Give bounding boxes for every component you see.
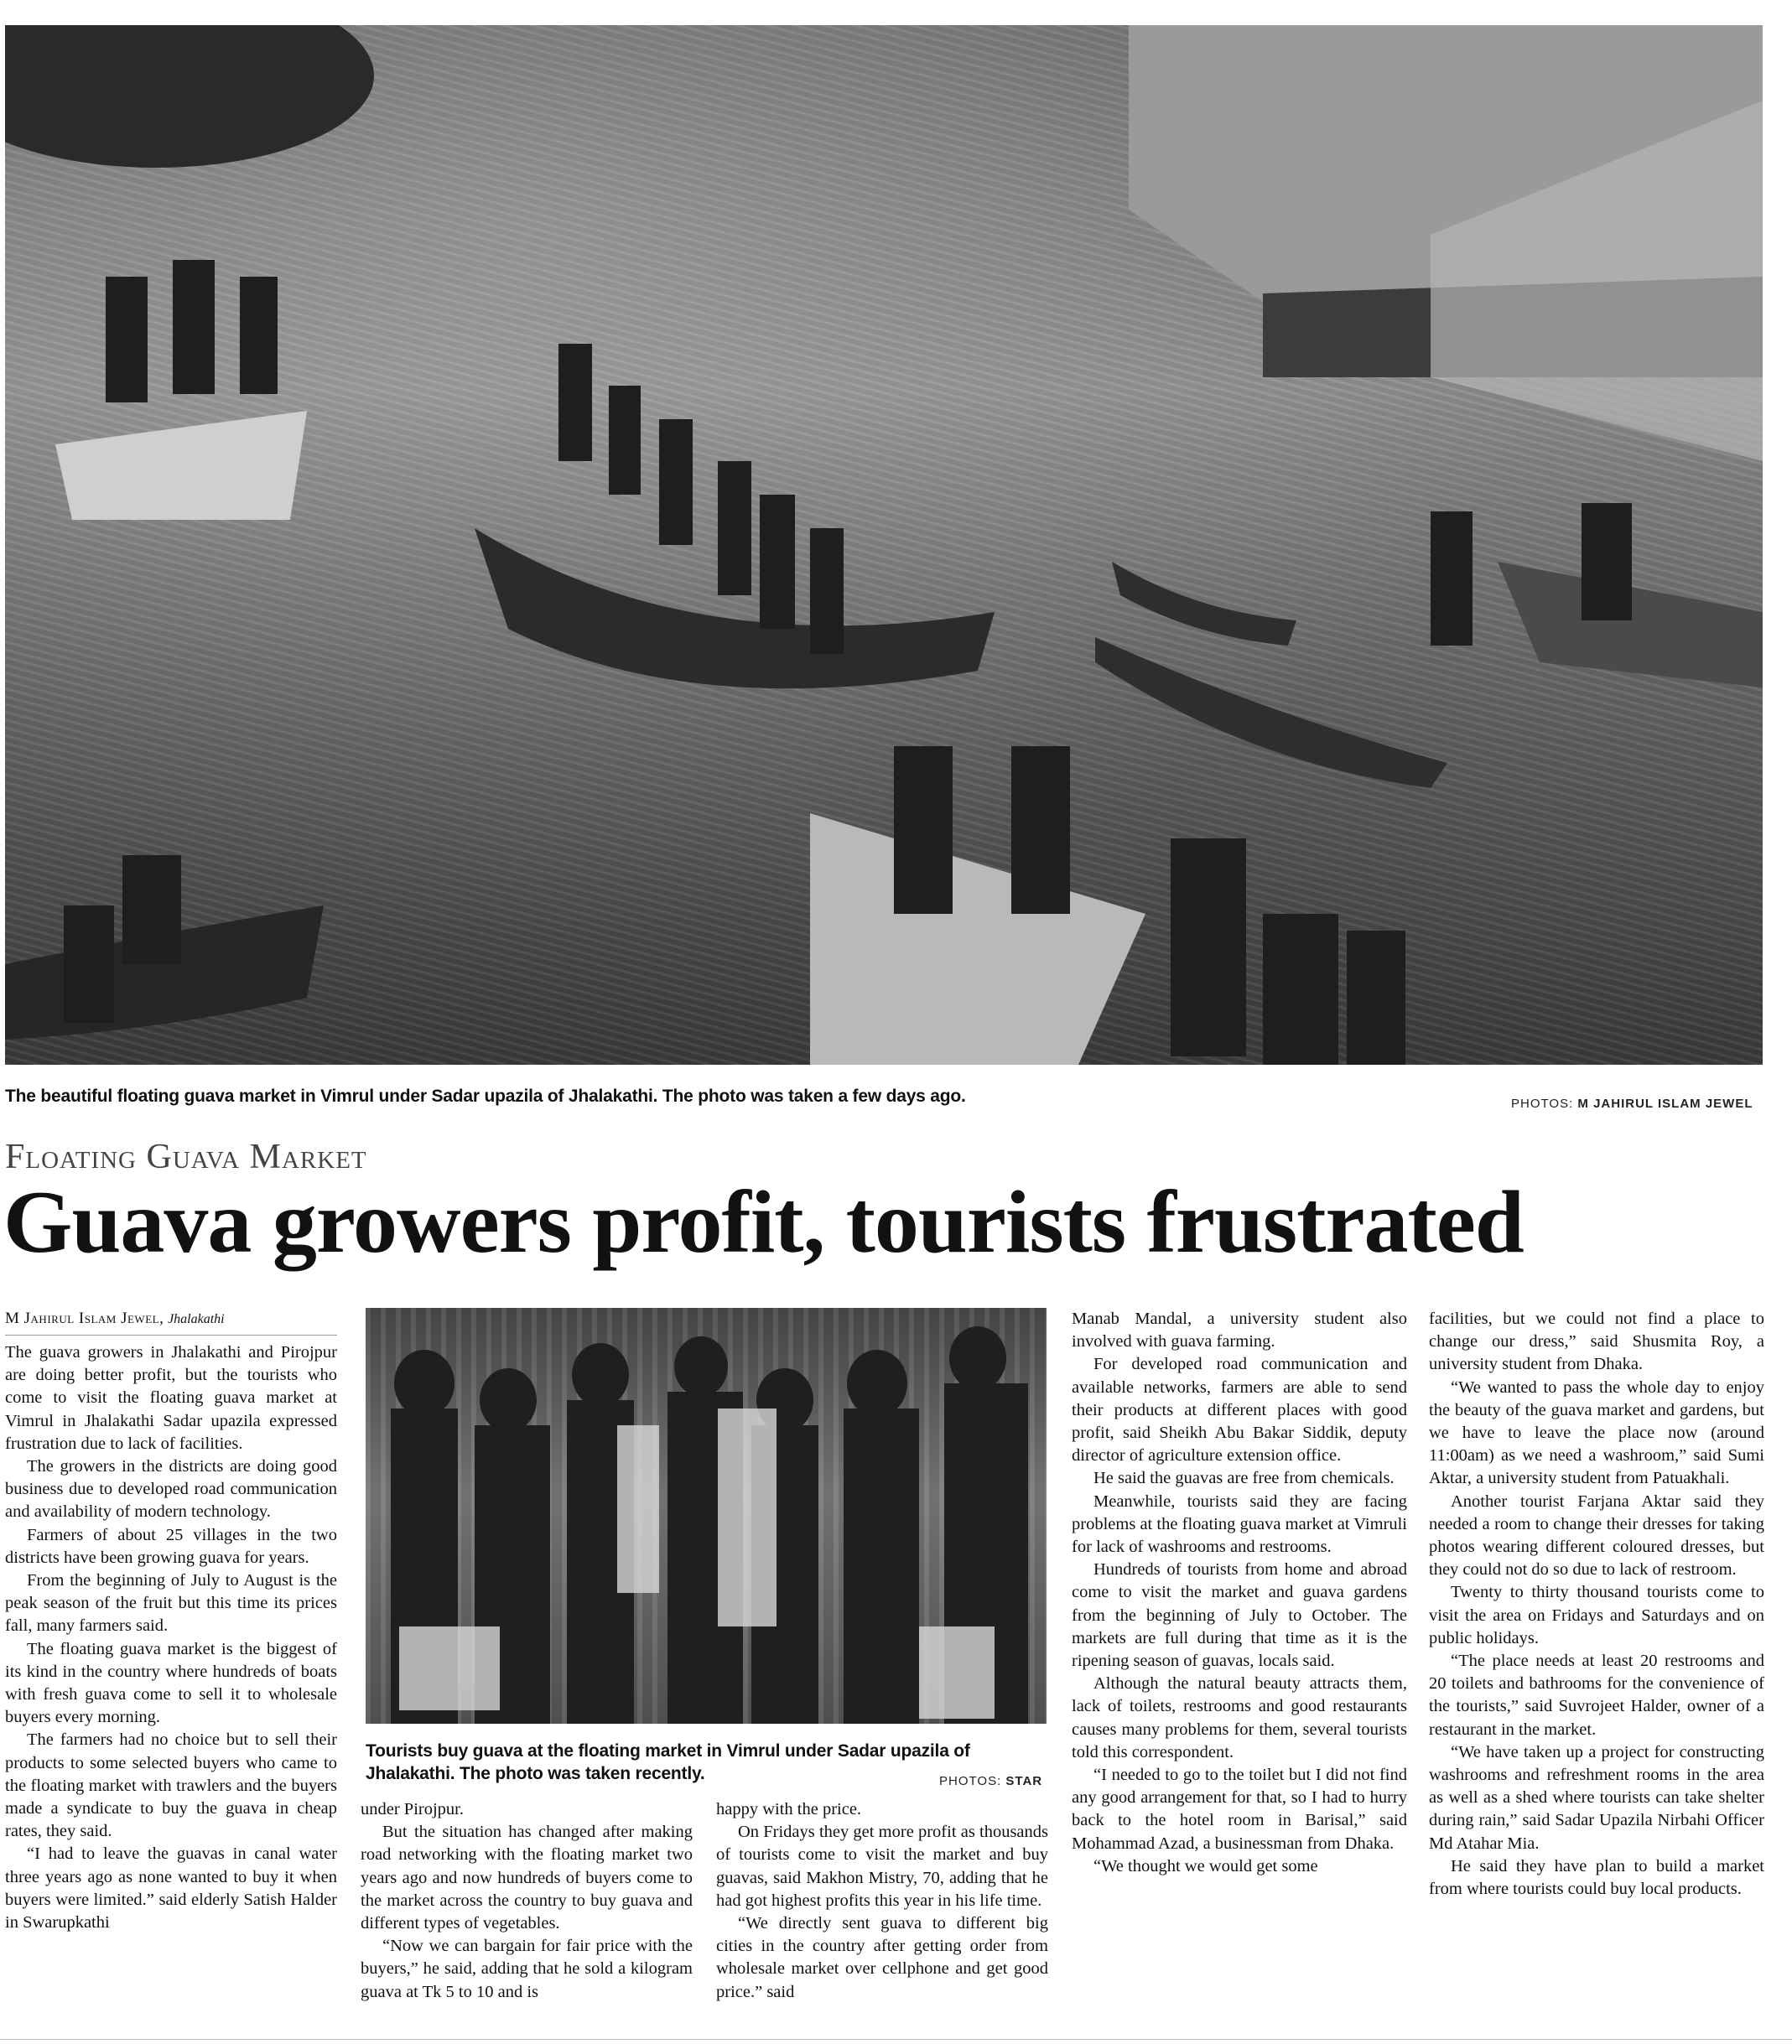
paragraph: “The place needs at least 20 restrooms and 20 toilets and bathrooms for the convenience of the tourists,” said Suvrojeet Halder, owner of a restaurant in the market. <box>1429 1652 1764 1739</box>
paragraph: Another tourist Farjana Aktar said they needed a room to change their dresses for taking photos wearing different coloured dresses, but they could not do so due to lack of restroom. <box>1429 1491 1764 1580</box>
paragraph: Although the natural beauty attracts them, lack of toilets, restrooms and good restaurants causes many problems for them, several tourists told this correspondent. <box>1072 1674 1407 1761</box>
byline-author: M Jahirul Islam Jewel, <box>5 1310 164 1327</box>
credit-name: STAR <box>1005 1774 1043 1788</box>
paragraph: Meanwhile, tourists said they are facing problems at the floating guava market at Vimruli for lack of washrooms and restrooms. <box>1072 1491 1407 1557</box>
credit-prefix: PHOTOS: <box>1511 1097 1574 1111</box>
top-photo-caption: The beautiful floating guava market in Vimrul under Sadar upazila of Jhalakathi. The photo was taken a few days ago. <box>5 1087 966 1106</box>
paragraph: Farmers of about 25 villages in the two districts have been growing guava for years. <box>5 1525 337 1567</box>
paragraph: The floating guava market is the biggest of its kind in the country where hundreds of boats with fresh guava come to sell it to wholesale buyers every morning. <box>5 1639 337 1727</box>
article-column-4 <box>1072 1308 1407 1878</box>
paragraph: “We have taken up a project for constructing washrooms and refreshment rooms in the area as well as a shed where tourists can take shelter during rain,” said Sadar Upazila Nirbahi Officer Md Atahar Mia. <box>1429 1742 1764 1853</box>
article-column-5 <box>1429 1308 1764 1901</box>
paragraph: “We directly sent guava to different big cities in the country after getting order from wholesale market over cellphone and get good price.” said <box>716 1914 1048 2001</box>
paragraph: Twenty to thirty thousand tourists come to visit the area on Fridays and Saturdays and on public holidays. <box>1429 1583 1764 1647</box>
paragraph: “I had to leave the guavas in canal water three years ago as none wanted to buy it when buyers were limited.” said elderly Satish Halder in Swarupkathi <box>5 1844 337 1932</box>
article-column-1 <box>5 1341 337 1934</box>
paragraph: He said the guavas are free from chemicals. <box>1093 1469 1395 1488</box>
article-column-3 <box>716 1798 1048 2004</box>
photo-illustration <box>366 1308 1047 1724</box>
paragraph: The farmers had no choice but to sell their products to some selected buyers who came to the floating market with trawlers and the buyers made a syndicate to buy the guava in cheap rates, they said. <box>5 1730 337 1841</box>
paragraph: From the beginning of July to August is the peak season of the fruit but this time its prices fall, many farmers said. <box>5 1571 337 1636</box>
paragraph: “We wanted to pass the whole day to enjoy the beauty of the guava market and gardens, but we have to leave the place now (around 11:00am) as we need a washroom,” said Sumi Aktar, a university student from Patuakhali. <box>1429 1377 1764 1488</box>
paragraph: under Pirojpur. <box>361 1800 464 1818</box>
paragraph: On Fridays they get more profit as thousands of tourists come to visit the market and buy guavas, said Makhon Mistry, 70, adding that he had got highest profits this year in his life time. <box>716 1823 1048 1910</box>
paragraph: happy with the price. <box>716 1800 862 1818</box>
byline-rule <box>5 1335 337 1336</box>
mid-photo-credit <box>939 1774 1042 1788</box>
top-photo-credit <box>1511 1097 1753 1111</box>
credit-name: M JAHIRUL ISLAM JEWEL <box>1577 1097 1753 1111</box>
paragraph: facilities, but we could not find a place to change our dress,” said Shusmita Roy, a university student from Dhaka. <box>1429 1310 1764 1374</box>
paragraph: He said they have plan to build a market from where tourists could buy local products. <box>1429 1856 1764 1899</box>
photo-illustration <box>5 25 1763 1065</box>
paragraph: “We thought we would get some <box>1093 1856 1318 1875</box>
headline: Guava growers profit, tourists frustrated <box>3 1173 1524 1271</box>
credit-prefix: PHOTOS: <box>939 1774 1002 1788</box>
paragraph: But the situation has changed after making road networking with the floating market two years ago and now hundreds of buyers come to the market across the country to buy guava and different types of vegetables. <box>361 1823 693 1933</box>
article-column-2 <box>361 1798 693 2004</box>
paragraph: For developed road communication and available networks, farmers are able to send their products at different places with good profit, said Sheikh Abu Bakar Siddik, deputy director of agriculture extension office. <box>1072 1355 1407 1466</box>
paragraph: “Now we can bargain for fair price with the buyers,” he said, adding that he sold a kilogram guava at Tk 5 to 10 and is <box>361 1937 693 2001</box>
paragraph: Hundreds of tourists from home and abroad come to visit the market and guava gardens from the beginning of July to October. The markets are full during that time as it is the ripening season of guavas, locals said. <box>1072 1560 1407 1671</box>
byline-location: Jhalakathi <box>168 1312 225 1326</box>
floating-market-photo <box>5 25 1763 1065</box>
bottom-rule <box>0 2039 1792 2040</box>
byline <box>5 1310 225 1328</box>
mid-photo-caption: Tourists buy guava at the floating market in Vimrul under Sadar upazila of Jhalakathi. The photo was taken recently. <box>366 1741 970 1783</box>
paragraph: “I needed to go to the toilet but I did not find any good arrangement for that, so I had to hurry back to the hotel room in Barisal,” said Mohammad Azad, a businessman from Dhaka. <box>1072 1766 1407 1853</box>
paragraph: The growers in the districts are doing good business due to developed road communication and availability of modern technology. <box>5 1457 337 1522</box>
paragraph: Manab Mandal, a university student also involved with guava farming. <box>1072 1310 1407 1351</box>
kicker: Floating Guava Market <box>5 1138 367 1176</box>
tourists-photo <box>366 1308 1047 1724</box>
paragraph: The guava growers in Jhalakathi and Pirojpur are doing better profit, but the tourists who come to visit the floating guava market at Vimrul in Jhalakathi Sadar upazila expressed frustration due to lack of facilities. <box>5 1343 337 1453</box>
